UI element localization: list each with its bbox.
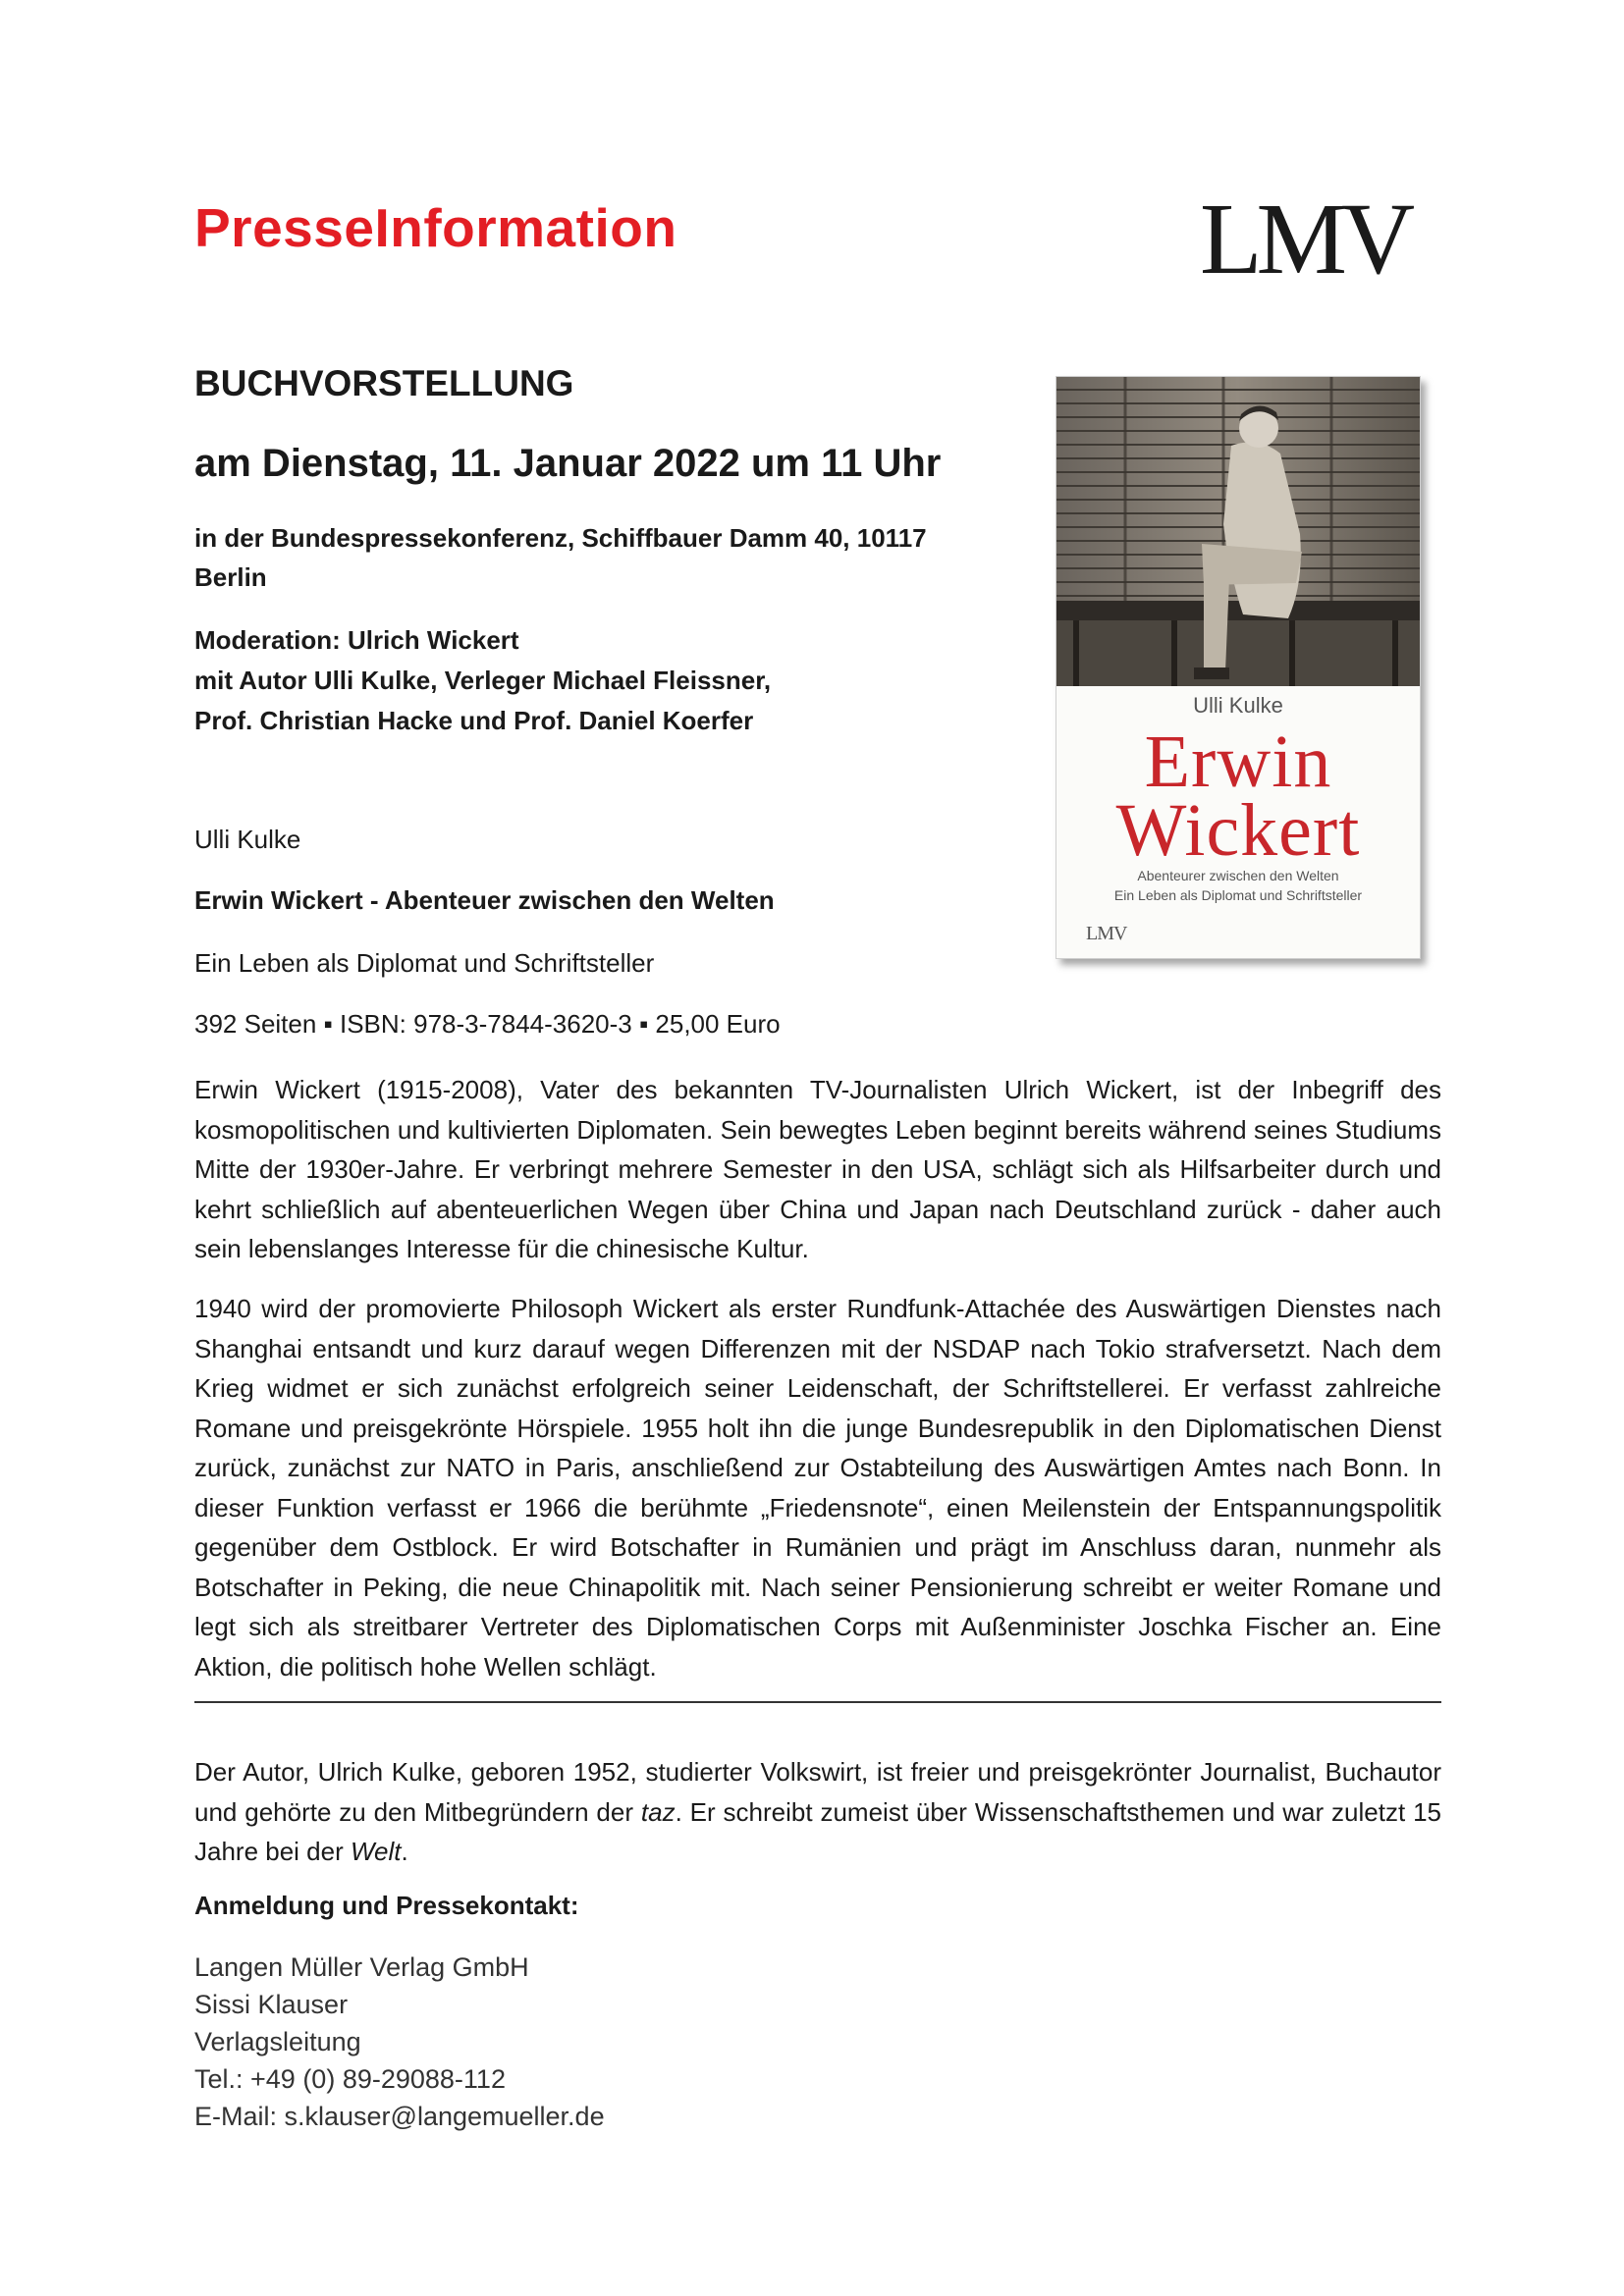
contact-company: Langen Müller Verlag GmbH — [194, 1952, 529, 1982]
event-speakers: mit Autor Ulli Kulke, Verleger Michael Fleissner, — [194, 666, 772, 695]
contact-role: Verlagsleitung — [194, 2027, 361, 2056]
section-divider — [194, 1701, 1441, 1703]
page-title: PresseInformation — [194, 197, 677, 258]
cover-publisher-logo: LMV — [1086, 923, 1127, 944]
body-paragraph-2: 1940 wird der promovierte Philosoph Wickert als erster Rundfunk-Attachée des Auswärtigen Dienstes nach Shanghai entsandt und kurz darauf wegen Differenzen mit der NSDAP nach Tokio strafversetzt. Nach dem Krieg widmet er sich zunächst erfolgreich seiner Leidenschaft, der Schriftstellerei. Er verfasst zahlreiche Romane und preisgekrönte Hörspiele. 1955 holt ihn die junge Bundesrepublik in den Diplomatischen Dienst zurück, zunächst zur NATO in Paris, anschließend zur Ostabteilung des Auswärtigen Amtes nach Bonn. In dieser Funktion verfasst er 1966 die berühmte „Friedensnote“, einen Meilenstein der Entspannungspolitik gegenüber dem Ostblock. Er wird Botschafter in Rumänien und prägt im Anschluss daran, nunmehr als Botschafter in Peking, die neue Chinapolitik mit. Nach seiner Pensionierung schreibt er weiter Romane und legt sich als streitbarer Vertreter des Diplomatischen Corps mit Außenminister Joschka Fischer an. Eine Aktion, die politisch hohe Wellen schlägt. — [194, 1294, 1441, 1682]
event-speakers-continued: Prof. Christian Hacke und Prof. Daniel Koerfer — [194, 706, 754, 735]
cover-title-line2: Wickert — [1115, 789, 1361, 872]
bio-newspaper-taz: taz — [640, 1796, 676, 1827]
cover-photo — [1056, 377, 1420, 686]
contact-name: Sissi Klauser — [194, 1990, 349, 2019]
bio-text-2: . Er schreibt zumeist über Wissenschaftsthemen und war zuletzt 15 Jahre bei der — [194, 1796, 1441, 1866]
event-date: am Dienstag, 11. Januar 2022 um 11 Uhr — [194, 442, 942, 485]
cover-subtitle-line2: Ein Leben als Diplomat und Schriftsteller — [1113, 887, 1363, 903]
event-label: BUCHVORSTELLUNG — [194, 363, 574, 403]
contact-heading: Anmeldung und Pressekontakt: — [194, 1891, 579, 1920]
book-title: Erwin Wickert - Abenteuer zwischen den Welten — [194, 885, 775, 915]
publisher-logo: LMV — [1200, 183, 1410, 295]
cover-author: Ulli Kulke — [1193, 693, 1283, 718]
event-venue: in der Bundespressekonferenz, Schiffbauer Damm 40, 10117 Berlin — [194, 523, 927, 592]
book-cover — [1056, 376, 1421, 959]
contact-block — [194, 1949, 605, 2135]
event-guests — [194, 620, 941, 741]
bio-text-3: . — [401, 1837, 408, 1866]
book-author: Ulli Kulke — [194, 825, 301, 854]
bio-text-1: Der Autor, Ulrich Kulke, geboren 1952, studierter Volkswirt, ist freier und preisgekrönter Journalist, Buchautor und gehörte zu den Mitbegründern der — [194, 1757, 1441, 1827]
cover-subtitle-line1: Abenteurer zwischen den Welten — [1137, 868, 1339, 883]
author-bio — [194, 1752, 1441, 1872]
event-moderator: Moderation: Ulrich Wickert — [194, 625, 519, 655]
book-subtitle: Ein Leben als Diplomat und Schriftsteller — [194, 948, 655, 978]
bio-newspaper-welt: Welt — [350, 1837, 402, 1866]
book-details: 392 Seiten ▪ ISBN: 978-3-7844-3620-3 ▪ 25,00 Euro — [194, 1009, 781, 1039]
contact-phone: Tel.: +49 (0) 89-29088-112 — [194, 2064, 506, 2094]
cover-title-line1: Erwin — [1144, 721, 1332, 803]
body-paragraph-1: Erwin Wickert (1915-2008), Vater des bekannten TV-Journalisten Ulrich Wickert, ist der Inbegriff des kosmopolitischen und kultivierten Diplomaten. Sein bewegtes Leben beginnt bereits während seines Studiums Mitte der 1930er-Jahre. Er verbringt mehrere Semester in den USA, schlägt sich als Hilfsarbeiter durch und kehrt schließlich auf abenteuerlichen Wegen über China und Japan nach Deutschland zurück - daher auch sein lebenslanges Interesse für die chinesische Kultur. — [194, 1075, 1441, 1263]
contact-email[interactable]: E-Mail: s.klauser@langemueller.de — [194, 2102, 605, 2131]
